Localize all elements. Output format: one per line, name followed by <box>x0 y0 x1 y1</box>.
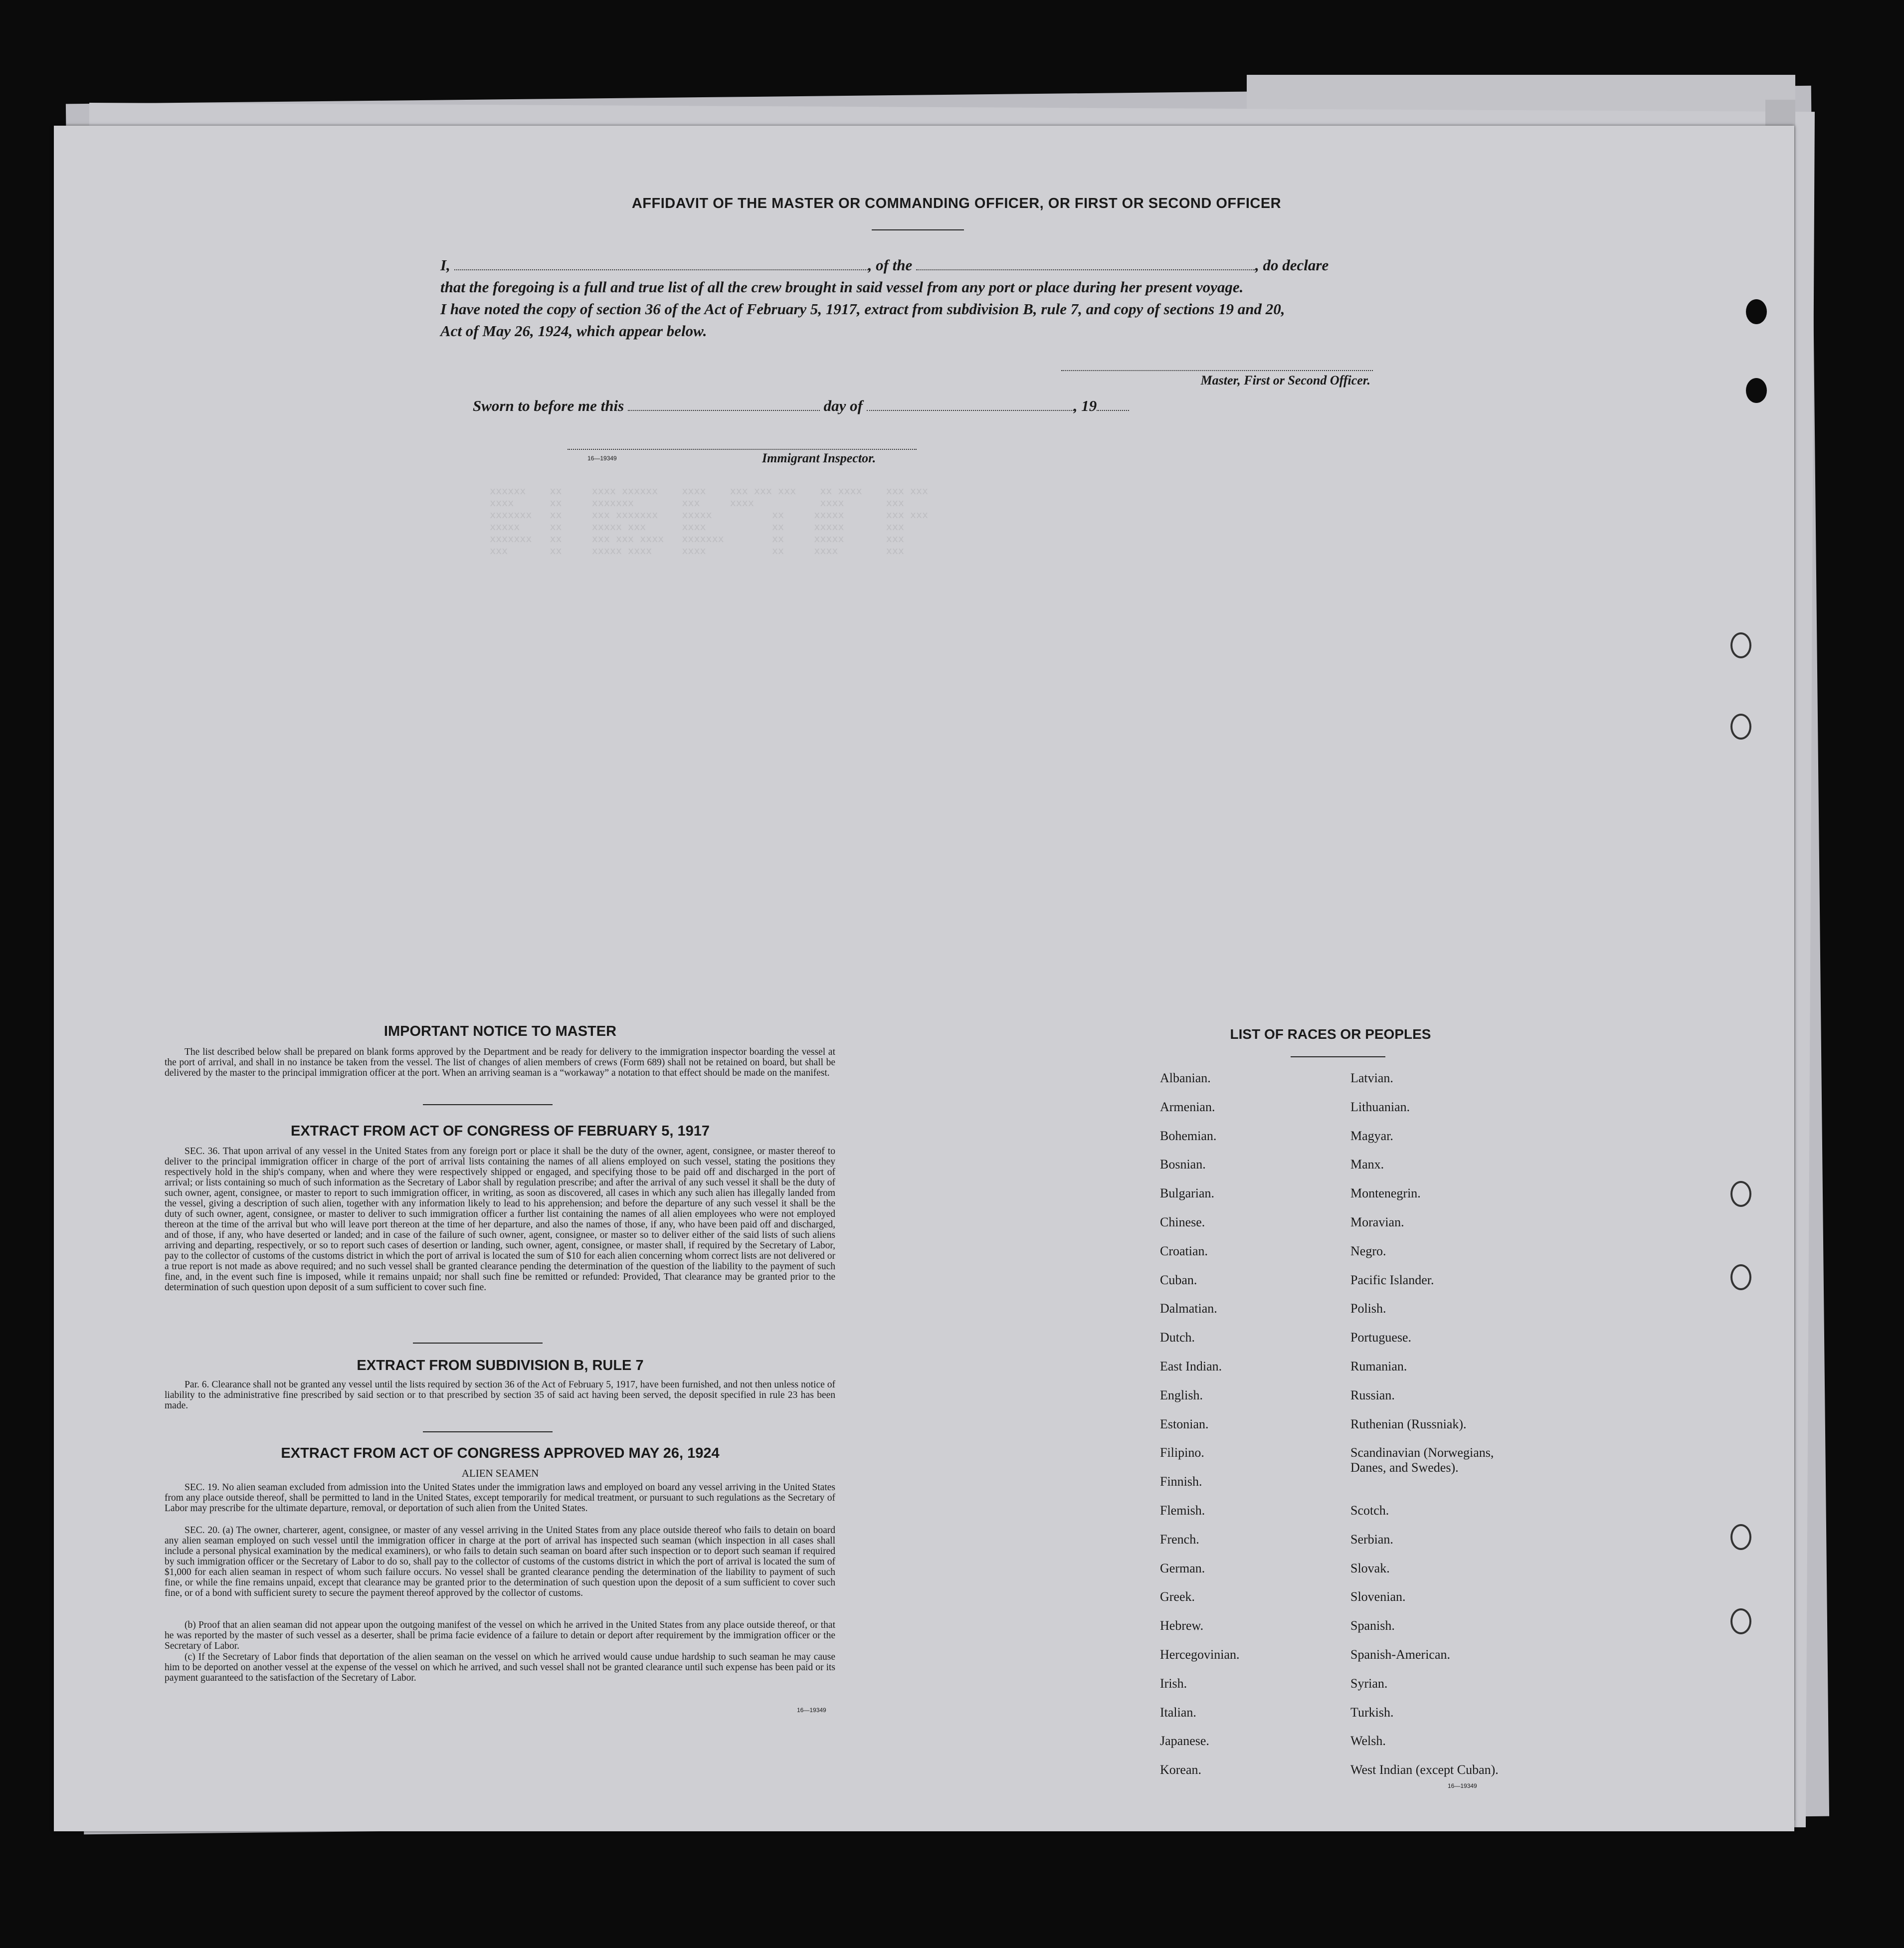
race-item: Dutch. <box>1160 1330 1195 1345</box>
binder-hole <box>1746 299 1767 324</box>
inspector-signature-line[interactable] <box>568 449 917 450</box>
extract-1917-text: SEC. 36. That upon arrival of any vessel in the United States from any foreign port or place it shall be the duty of the owner, agent, consignee, or master thereof to deliver to the principal immigration officer in charge of the port of arrival lists containing the names of all aliens employed on such vessel, stating the positions they respectively hold in the ship's company, when and where they were respectively shipped or engaged, and specifying those to be paid off and discharged in the port of arrival; or lists containing so much of such information as the Secretary of Labor shall by regulation prescribe; and after the arrival of any such vessel it shall be the duty of such owner, agent, consignee, or master to report to such immigration officer, in writing, as soon as discovered, all cases in which any such alien has illegally landed from the vessel, giving a description of such alien, together with any information likely to lead to his apprehension; and before the departure of any such vessel it shall be the duty of such owner, agent, consignee, or master to deliver to such immigration officer a further list containing the names of all alien employees who were not employed thereon at the time of the arrival but who will leave port thereon at the time of her departure, and also the names of those, if any, who have been paid off and discharged, and of those, if any, who have deserted or landed; and in case of the failure of such owner, agent, consignee, or master so to deliver either of the said lists of such aliens arriving and departing, respectively, or so to report such cases of desertion or landing, such owner, agent, consignee, or master shall, if required by the Secretary of Labor, pay to the collector of customs of the customs district in which the port of arrival is located the sum of $10 for each alien concerning whom correct lists are not delivered or a true report is not made as above required; and no such vessel shall be granted clearance pending the determination of the question of the liability to the payment of such fine, and, in the event such fine is imposed, while it remains unpaid; nor shall such fine be remitted or refunded: Provided, That clearance may be granted prior to the determination of such question upon deposit of a sum sufficient to cover such fine. <box>165 1146 835 1293</box>
extract-1924-subtitle: ALIEN SEAMEN <box>461 1467 539 1479</box>
race-item: English. <box>1160 1387 1203 1402</box>
extract-1917-title: EXTRACT FROM ACT OF CONGRESS OF FEBRUARY 5, 1917 <box>290 1123 710 1139</box>
title-underline <box>872 229 964 230</box>
race-item: Spanish-American. <box>1350 1647 1451 1662</box>
race-item: Korean. <box>1160 1762 1202 1777</box>
race-item: Manx. <box>1350 1157 1384 1172</box>
race-item: Latvian. <box>1350 1071 1393 1085</box>
declaration-i: I, <box>440 256 450 274</box>
declaration-line-1 <box>440 254 1418 276</box>
races-form-number: 16—19349 <box>1448 1782 1477 1789</box>
race-item: German. <box>1160 1560 1205 1575</box>
race-item: Italian. <box>1160 1705 1196 1720</box>
notice-title: IMPORTANT NOTICE TO MASTER <box>383 1023 617 1039</box>
race-item: Russian. <box>1350 1387 1395 1402</box>
race-item: Hebrew. <box>1160 1618 1204 1633</box>
declaration-line-3: I have noted the copy of section 36 of the Act of February 5, 1917, extract from subdivision B, rule 7, and copy of sections 19 and 20, <box>440 300 1285 318</box>
name-blank[interactable] <box>454 256 868 270</box>
sworn-year-prefix: , 19 <box>1073 397 1097 414</box>
extract-1924-sec20a: SEC. 20. (a) The owner, charterer, agent, consignee, or master of any vessel arriving in the United States from any place outside thereof who fails to detain on board any alien seaman employed on such vessel until the immigration officer in charge at the port of arrival has inspected such seaman (which inspection in all cases shall include a personal physical examination by the medical examiners), or who fails to detain such seaman on board after such inspection or to deport such seaman if required by such immigration officer or the Secretary of Labor to do so, shall pay to the collector of customs of the customs district in which the port of arrival is located the sum of $1,000 for each alien seaman in respect of whom such failure occurs. No vessel shall be granted clearance pending the determination of the liability to payment of such fine, or while the fine remains unpaid, except that clearance may be granted prior to the determination of such question upon the deposit of a sum sufficient to cover such fine, or of a bond with sufficient surety to secure the payment thereof approved by the collector of customs. <box>165 1525 835 1598</box>
sworn-day-of: day of <box>823 397 863 414</box>
race-item: Montenegrin. <box>1350 1186 1421 1201</box>
race-item: Bosnian. <box>1160 1157 1206 1172</box>
races-title-underline <box>1291 1056 1385 1057</box>
race-item: Scotch. <box>1350 1503 1389 1518</box>
binder-ring-hole <box>1730 1181 1751 1207</box>
race-item: Bohemian. <box>1160 1128 1217 1143</box>
binder-ring-hole <box>1730 1264 1751 1290</box>
race-item: Estonian. <box>1160 1416 1209 1431</box>
race-item: Spanish. <box>1350 1618 1395 1633</box>
document-page <box>54 126 1794 1831</box>
race-item: Ruthenian (Russniak). <box>1350 1416 1467 1431</box>
binder-ring-hole <box>1730 714 1751 740</box>
race-item: Dalmatian. <box>1160 1301 1217 1316</box>
race-item: Negro. <box>1350 1243 1386 1258</box>
sworn-year-blank[interactable] <box>1097 397 1129 411</box>
binder-ring-hole <box>1730 632 1751 658</box>
binder-ring-hole <box>1730 1524 1751 1550</box>
extract-1924-sec20b: (b) Proof that an alien seaman did not appear upon the outgoing manifest of the vessel on which he arrived in the United States from any place outside thereof, or that he was reported by the master of such vessel as a deserter, shall be prima facie evidence of a failure to detain or deport after requirement by the immigration officer or the Secretary of Labor. <box>165 1620 835 1651</box>
race-item: Irish. <box>1160 1676 1187 1691</box>
divider <box>423 1104 553 1105</box>
race-item: Armenian. <box>1160 1099 1215 1114</box>
binder-hole <box>1746 378 1767 403</box>
race-item: Filipino. <box>1160 1445 1204 1460</box>
race-item: Rumanian. <box>1350 1359 1407 1373</box>
sworn-line <box>473 395 1129 417</box>
extract-rule7-text: Par. 6. Clearance shall not be granted any vessel until the lists required by section 36 of the Act of February 5, 1917, have been furnished, and not then unless notice of liability to the administrative fine prescribed by said section or to that prescribed by section 35 of said act having been served, the deposit specified in rule 23 has been made. <box>165 1379 835 1411</box>
declaration-line-4: Act of May 26, 1924, which appear below. <box>440 322 707 340</box>
races-title: LIST OF RACES OR PEOPLES <box>1230 1026 1431 1042</box>
race-item: French. <box>1160 1532 1199 1547</box>
race-item: Welsh. <box>1350 1734 1386 1749</box>
race-item: Cuban. <box>1160 1272 1197 1287</box>
declaration-do-declare: , do declare <box>1255 256 1329 274</box>
extract-rule7-title: EXTRACT FROM SUBDIVISION B, RULE 7 <box>357 1358 644 1373</box>
race-item: Japanese. <box>1160 1734 1209 1749</box>
extract-1924-sec19: SEC. 19. No alien seaman excluded from admission into the United States under the immigration laws and employed on board any vessel arriving in the United States from any place outside thereof, shall be permitted to land in the United States, except temporarily for medical treatment, or pursuant to such regulations as the Secretary of Labor may prescribe for the ultimate departure, removal, or deportation of such alien from the United States. <box>165 1482 835 1514</box>
race-item: East Indian. <box>1160 1359 1222 1373</box>
race-item: Syrian. <box>1350 1676 1388 1691</box>
race-item: Albanian. <box>1160 1071 1211 1085</box>
race-item: Portuguese. <box>1350 1330 1412 1345</box>
declaration-line-2: that the foregoing is a full and true list of all the crew brought in said vessel from any port or place during her present voyage. <box>440 278 1244 296</box>
binder-ring-hole <box>1730 1608 1751 1634</box>
race-item: Chinese. <box>1160 1215 1205 1229</box>
race-item: Scandinavian (Norwegians, Danes, and Swedes). <box>1350 1445 1494 1475</box>
officer-signature-label: Master, First or Second Officer. <box>1200 373 1370 388</box>
race-item: Serbian. <box>1350 1532 1393 1547</box>
extract-form-number: 16—19349 <box>797 1707 826 1714</box>
vessel-blank[interactable] <box>916 256 1255 270</box>
notice-text: The list described below shall be prepared on blank forms approved by the Department and be ready for delivery to the immigration inspector boarding the vessel at the port of arrival, and shall in no instance be taken from the vessel. The list of changes of alien members of crews (Form 689) shall not be retained on board, but shall be delivered by the master to the principal immigration officer at the port. When an arriving seaman is a “workaway” a notation to that effect should be made on the manifest. <box>165 1047 835 1078</box>
race-item: Greek. <box>1160 1589 1195 1604</box>
affidavit-title: AFFIDAVIT OF THE MASTER OR COMMANDING OFFICER, OR FIRST OR SECOND OFFICER <box>631 195 1282 211</box>
race-item: Moravian. <box>1350 1215 1404 1229</box>
extract-1924-title: EXTRACT FROM ACT OF CONGRESS APPROVED MAY 26, 1924 <box>281 1445 720 1461</box>
race-item: Magyar. <box>1350 1128 1393 1143</box>
race-item: West Indian (except Cuban). <box>1350 1762 1499 1777</box>
inspector-label: Immigrant Inspector. <box>762 451 876 465</box>
sworn-month-blank[interactable] <box>867 397 1074 411</box>
race-item: Bulgarian. <box>1160 1186 1215 1201</box>
sworn-day-blank[interactable] <box>628 397 820 411</box>
divider <box>413 1343 543 1344</box>
divider <box>423 1431 553 1432</box>
affidavit-form-number: 16—19349 <box>587 455 617 462</box>
race-item: Pacific Islander. <box>1350 1272 1434 1287</box>
race-item: Croatian. <box>1160 1243 1208 1258</box>
race-item: Lithuanian. <box>1350 1099 1410 1114</box>
bleed-through: xxxxxx xx xxxx xxxxxx xxxx xxx xxx xxx xx xxxx xxx xxx xxxx xx xxxxxxx xxx xxxx xxxx xxx xxxxxxx xx xxx xxxxxxx xxxxx xx xxxxx xxx xxx xxxxx xx xxxxx xxx xxxx xx xxxxx xxx xxxxxxx xx xxx xxx xxxx xxxxxxx xx xxxxx xxx xxx xx xxxxx xxxx xxxx xx xxxx xxx <box>490 485 929 557</box>
declaration-of-the: , of the <box>868 256 913 274</box>
race-item: Flemish. <box>1160 1503 1205 1518</box>
extract-1924-sec20c: (c) If the Secretary of Labor finds that deportation of the alien seaman on the vessel on which he arrived would cause undue hardship to such seaman he may cause him to be deported on another vessel at the expense of the vessel on which he arrived, and such vessel shall not be granted clearance until such expense has been paid or its payment guaranteed to the satisfaction of the Secretary of Labor. <box>165 1652 835 1683</box>
race-item: Slovenian. <box>1350 1589 1406 1604</box>
race-item: Hercegovinian. <box>1160 1647 1240 1662</box>
sworn-prefix: Sworn to before me this <box>473 397 624 414</box>
race-item: Slovak. <box>1350 1560 1390 1575</box>
race-item: Turkish. <box>1350 1705 1394 1720</box>
officer-signature-line[interactable] <box>1061 370 1373 371</box>
race-item: Polish. <box>1350 1301 1386 1316</box>
race-item: Finnish. <box>1160 1474 1202 1489</box>
